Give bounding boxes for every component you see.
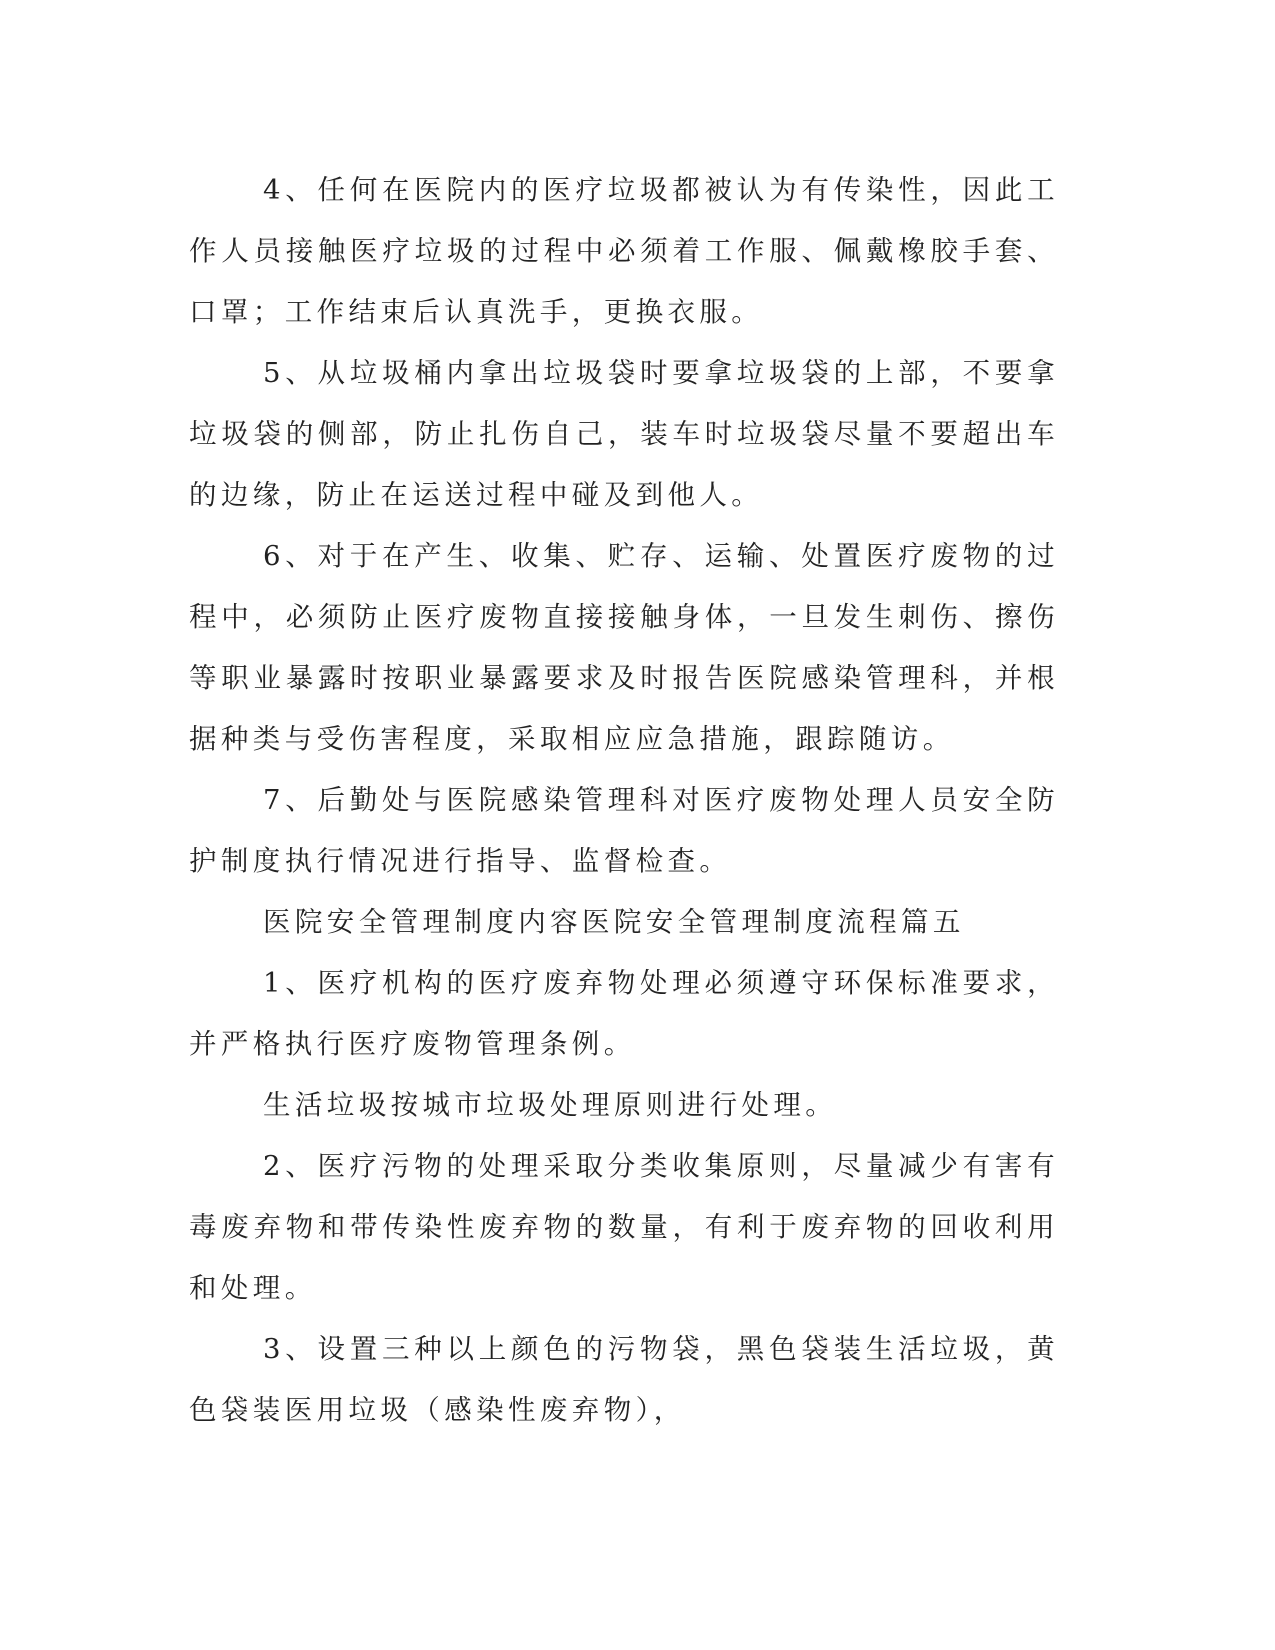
paragraph-item-7: 7、后勤处与医院感染管理科对医疗废物处理人员安全防护制度执行情况进行指导、监督检查。	[189, 784, 1059, 877]
paragraph-item-4: 4、任何在医院内的医疗垃圾都被认为有传染性，因此工作人员接触医疗垃圾的过程中必须着工作服、佩戴橡胶手套、口罩；工作结束后认真洗手，更换衣服。	[189, 174, 1059, 328]
document-body	[189, 160, 1059, 1441]
section-heading: 医院安全管理制度内容医院安全管理制度流程篇五	[263, 906, 965, 938]
paragraph-item-6: 6、对于在产生、收集、贮存、运输、处置医疗废物的过程中，必须防止医疗废物直接接触身体，一旦发生刺伤、擦伤等职业暴露时按职业暴露要求及时报告医院感染管理科，并根据种类与受伤害程度，采取相应应急措施，跟踪随访。	[189, 540, 1059, 755]
paragraph-item-1: 1、医疗机构的医疗废弃物处理必须遵守环保标准要求，并严格执行医疗废物管理条例。	[189, 967, 1059, 1060]
paragraph-item-3: 3、设置三种以上颜色的污物袋，黑色袋装生活垃圾，黄色袋装医用垃圾（感染性废弃物），	[189, 1333, 1059, 1426]
paragraph-item-2: 2、医疗污物的处理采取分类收集原则，尽量减少有害有毒废弃物和带传染性废弃物的数量，有利于废弃物的回收利用和处理。	[189, 1150, 1059, 1304]
paragraph-domestic-waste: 生活垃圾按城市垃圾处理原则进行处理。	[263, 1089, 838, 1121]
paragraph-item-5: 5、从垃圾桶内拿出垃圾袋时要拿垃圾袋的上部，不要拿垃圾袋的侧部，防止扎伤自己，装车时垃圾袋尽量不要超出车的边缘，防止在运送过程中碰及到他人。	[189, 357, 1059, 511]
